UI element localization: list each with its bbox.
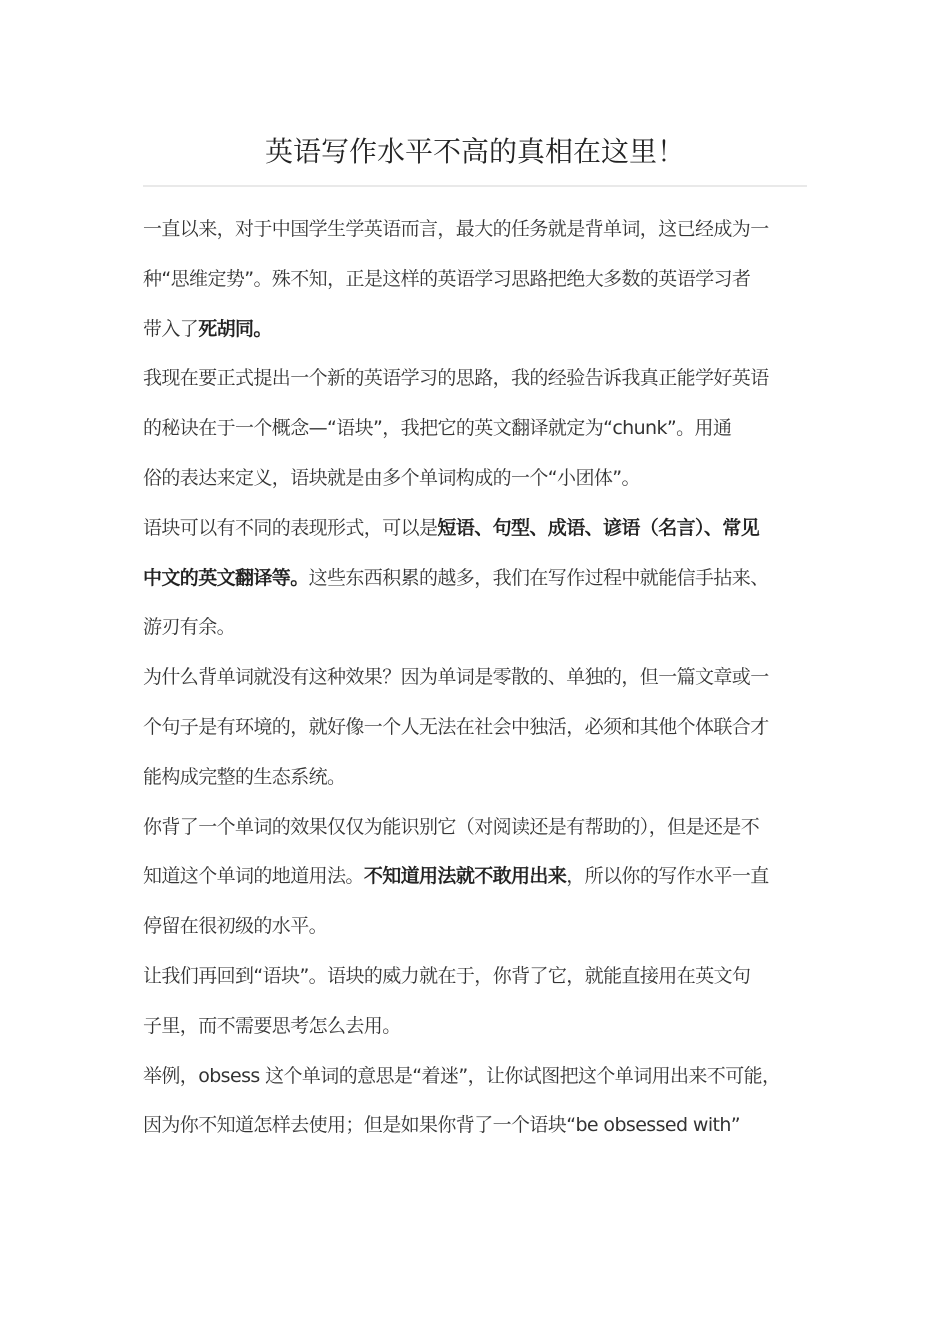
paragraph-3 xyxy=(143,504,813,653)
text-line xyxy=(143,753,813,803)
text-run: 语块可以有不同的表现形式，可以是 xyxy=(143,516,438,539)
title-divider xyxy=(143,185,807,187)
text-line xyxy=(143,852,813,902)
text-line xyxy=(143,902,813,952)
bold-text-run: 死胡同。 xyxy=(198,317,272,340)
text-line xyxy=(143,603,813,653)
text-line xyxy=(143,255,813,305)
text-line xyxy=(143,653,813,703)
text-line xyxy=(143,354,813,404)
text-line xyxy=(143,205,813,255)
text-line xyxy=(143,504,813,554)
text-run: 这些东西积累的越多，我们在写作过程中就能信手拈来、 xyxy=(308,566,769,589)
text-run: 游刃有余。 xyxy=(143,616,236,639)
text-run: ，所以你的写作水平一直 xyxy=(566,865,769,888)
text-line xyxy=(143,803,813,853)
bold-text-run: 不知道用法就不敢用出来 xyxy=(363,865,567,888)
document-body xyxy=(143,205,813,1151)
text-line xyxy=(143,952,813,1002)
text-run: 停留在很初级的水平。 xyxy=(143,915,328,938)
text-line xyxy=(143,1002,813,1052)
text-run: 让我们再回到“语块”。语块的威力就在于，你背了它，就能直接用在英文句 xyxy=(143,964,751,987)
text-run: 一直以来，对于中国学生学英语而言，最大的任务就是背单词，这已经成为一 xyxy=(143,218,769,240)
text-run: 为什么背单词就没有这种效果？因为单词是零散的、单独的，但一篇文章或一 xyxy=(143,666,769,689)
bold-text-run: 短语、句型、成语、谚语（名言）、常见 xyxy=(437,516,760,539)
paragraph-7 xyxy=(143,1052,813,1152)
text-run: 举例，obsess 这个单词的意思是“着迷”，让你试图把这个单词用出来不可能， xyxy=(143,1064,781,1087)
document-title: 英语写作水平不高的真相在这里！ xyxy=(264,135,685,168)
text-run: 知道这个单词的地道用法。 xyxy=(143,865,364,888)
text-run: 能构成完整的生态系统。 xyxy=(143,765,346,788)
text-run: 的秘诀在于一个概念—“语块”，我把它的英文翻译就定为“chunk”。用通 xyxy=(143,417,732,440)
text-run: 种“思维定势”。殊不知，正是这样的英语学习思路把绝大多数的英语学习者 xyxy=(143,267,751,290)
text-run: 俗的表达来定义，语块就是由多个单词构成的一个“小团体”。 xyxy=(143,466,640,489)
text-run: 你背了一个单词的效果仅仅为能识别它（对阅读还是有帮助的），但是还是不 xyxy=(143,815,760,838)
text-line xyxy=(143,404,813,454)
text-line xyxy=(143,703,813,753)
text-run: 带入了 xyxy=(143,317,199,340)
text-line xyxy=(143,305,813,355)
text-line xyxy=(143,454,813,504)
paragraph-1 xyxy=(143,205,813,354)
paragraph-4 xyxy=(143,653,813,802)
paragraph-2 xyxy=(143,354,813,503)
paragraph-6 xyxy=(143,952,813,1052)
text-line xyxy=(143,554,813,604)
text-line xyxy=(143,1101,813,1151)
text-line xyxy=(143,1052,813,1102)
text-run: 我现在要正式提出一个新的英语学习的思路，我的经验告诉我真正能学好英语 xyxy=(143,367,769,390)
text-run: 因为你不知道怎样去使用；但是如果你背了一个语块“be obsessed with” xyxy=(143,1114,741,1137)
text-run: 个句子是有环境的，就好像一个人无法在社会中独活，必须和其他个体联合才 xyxy=(143,715,769,738)
bold-text-run: 中文的英文翻译等。 xyxy=(143,566,309,589)
paragraph-5 xyxy=(143,803,813,952)
text-run: 子里，而不需要思考怎么去用。 xyxy=(143,1014,401,1037)
